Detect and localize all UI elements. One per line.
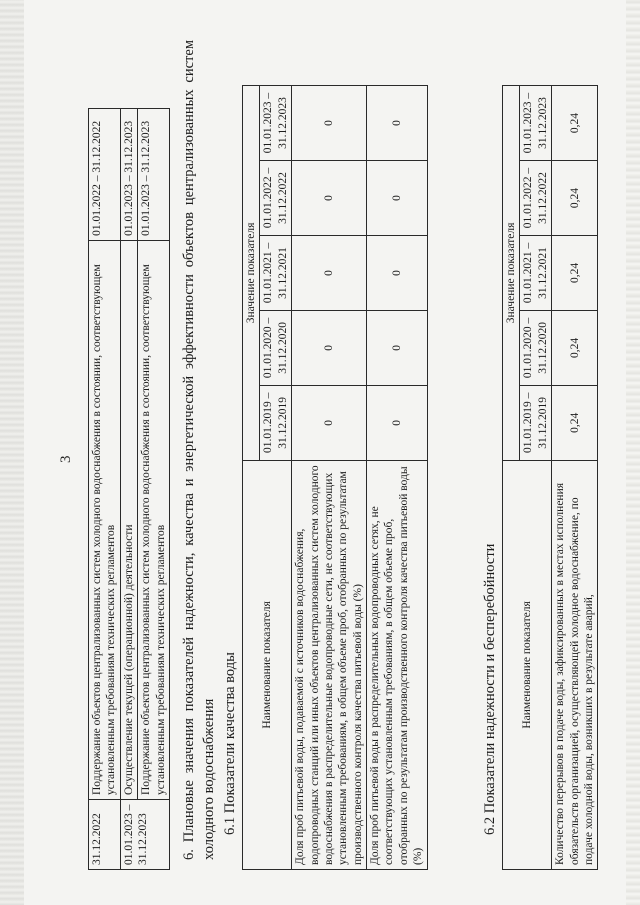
table-row [120, 109, 137, 870]
table-row [89, 109, 121, 870]
value-cell: 0 [292, 161, 367, 236]
indicator-name: Количество перерывов в подаче воды, зафиксированных в местах исполнения обязательств организацией, осуществляющей холодное водоснабжение, по подаче холодной воды, возникших в результате аварий, [552, 460, 598, 869]
period-header: 01.01.2021 – 31.12.2021 [520, 235, 552, 310]
period-header: 01.01.2020 – 31.12.2020 [260, 310, 292, 385]
period-header: 01.01.2022 – 31.12.2022 [260, 161, 292, 236]
period-header: 01.01.2019 – 31.12.2019 [520, 385, 552, 460]
activity-cell: Осуществление текущей (операционной) деятельности [120, 240, 137, 799]
value-cell: 0,24 [552, 310, 598, 385]
indicator-name: Доля проб питьевой воды в распределительных водопроводных сетях, не соответствующих установленным требованиям, в общем объеме проб, отобранных по результатам производственного контроля качества питьевой воды (%) [367, 460, 428, 869]
value-cell: 0,24 [552, 161, 598, 236]
period-cell: 31.12.2022 [89, 800, 121, 870]
value-cell: 0,24 [552, 235, 598, 310]
period-cell: 01.01.2023 – 31.12.2023 [120, 800, 169, 870]
indicator-name: Доля проб питьевой воды, подаваемой с источников водоснабжения, водопроводных станций или иных объектов централизованных систем холодного водоснабжения в распределительные водопроводные сети, не соответствующих установленным требованиям, в общем объеме проб, отобранных по результатам производственного контроля качества питьевой воды (%) [292, 460, 367, 869]
dates-cell: 01.01.2023 – 31.12.2023 [120, 109, 137, 241]
activity-cell: Поддержание объектов централизованных систем холодного водоснабжения в состоянии, соответствующем установленным требованиям технических регламентов [138, 240, 170, 799]
value-cell: 0 [367, 161, 428, 236]
value-cell: 0 [292, 235, 367, 310]
section6-heading: 6. Плановые значения показателей надежности, качества и энергетической эффективности объектов централизованных систем холодного водоснабжения [181, 40, 217, 860]
value-cell: 0 [367, 235, 428, 310]
period-header: 01.01.2019 – 31.12.2019 [260, 385, 292, 460]
period-header: 01.01.2023 – 31.12.2023 [260, 86, 292, 161]
value-cell: 0 [367, 86, 428, 161]
value-cell: 0 [367, 385, 428, 460]
table-row [552, 86, 598, 870]
col-name-header: Наименование показателя [243, 460, 292, 869]
section6-1-heading: 6.1 Показатели качества воды [222, 652, 238, 835]
value-cell: 0,24 [552, 385, 598, 460]
dates-cell: 01.01.2022 – 31.12.2022 [89, 109, 121, 241]
period-header: 01.01.2022 – 31.12.2022 [520, 161, 552, 236]
period-header: 01.01.2023 – 31.12.2023 [520, 86, 552, 161]
period-header: 01.01.2020 – 31.12.2020 [520, 310, 552, 385]
col-group-header: Значение показателя [243, 86, 260, 461]
period-header: 01.01.2021 – 31.12.2021 [260, 235, 292, 310]
table-row [138, 109, 170, 870]
table-row [367, 86, 428, 870]
activity-cell: Поддержание объектов централизованных систем холодного водоснабжения в состоянии, соответствующем установленным требованиям технических регламентов [89, 240, 121, 799]
value-cell: 0 [292, 310, 367, 385]
section6-2-heading: 6.2 Показатели надежности и бесперебойности [482, 543, 498, 835]
col-name-header: Наименование показателя [503, 460, 552, 869]
dates-cell: 01.01.2023 – 31.12.2023 [138, 109, 170, 241]
col-group-header: Значение показателя [503, 86, 520, 461]
value-cell: 0 [367, 310, 428, 385]
value-cell: 0,24 [552, 86, 598, 161]
schedule-table [88, 108, 170, 870]
reliability-table [502, 85, 598, 870]
value-cell: 0 [292, 385, 367, 460]
water-quality-table [242, 85, 428, 870]
page-number: 3 [58, 455, 74, 463]
table-row [292, 86, 367, 870]
value-cell: 0 [292, 86, 367, 161]
